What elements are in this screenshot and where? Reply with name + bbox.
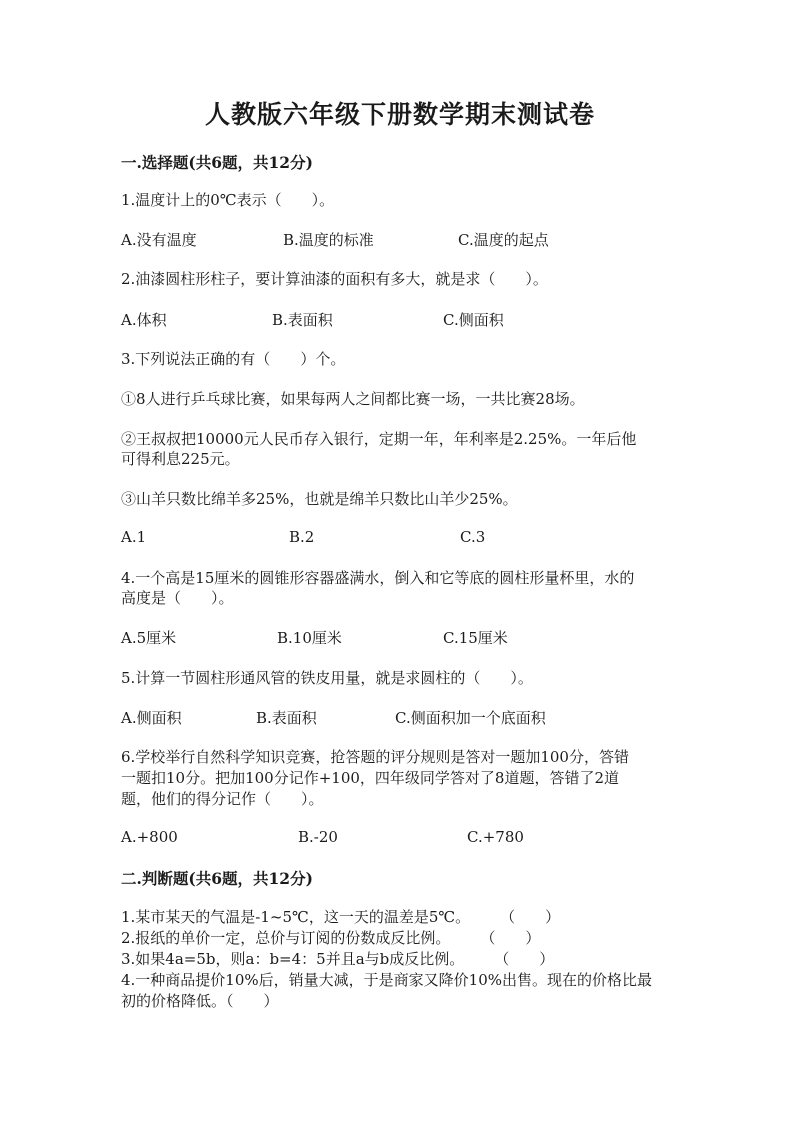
question-1-option-a: A.没有温度: [121, 231, 197, 249]
question-5-stem: 5.计算一节圆柱形通风管的铁皮用量，就是求圆柱的（ ）。: [121, 669, 533, 687]
question-4-option-c: C.15厘米: [443, 629, 508, 647]
question-2-option-b: B.表面积: [272, 311, 333, 329]
question-3-statement-2-line-1: ②王叔叔把10000元人民币存入银行，定期一年，年利率是2.25%。一年后他: [121, 430, 637, 448]
question-1-option-b: B.温度的标准: [283, 231, 374, 249]
question-3-stem: 3.下列说法正确的有（ ）个。: [121, 350, 346, 368]
judgement-item-4-line-2: 初的价格降低。（ ）: [121, 992, 279, 1010]
question-4-option-b: B.10厘米: [277, 629, 342, 647]
section-heading-judgement: 二.判断题(共6题，共12分): [121, 869, 313, 888]
question-5-option-c: C.侧面积加一个底面积: [395, 709, 546, 727]
question-2-option-a: A.体积: [121, 311, 167, 329]
question-6-option-b: B.-20: [298, 828, 338, 846]
question-1-option-c: C.温度的起点: [458, 231, 549, 249]
question-3-statement-2-line-2: 可得利息225元。: [121, 450, 240, 468]
question-5-option-a: A.侧面积: [121, 709, 182, 727]
question-3-option-c: C.3: [460, 528, 486, 546]
question-3-statement-1: ①8人进行乒乓球比赛，如果每两人之间都比赛一场，一共比赛28场。: [121, 390, 585, 408]
judgement-item-2: 2.报纸的单价一定，总价与订阅的份数成反比例。 （ ）: [121, 929, 541, 947]
judgement-item-3: 3.如果4a=5b，则a：b=4：5并且a与b成反比例。 （ ）: [121, 950, 555, 968]
question-4-stem-line-1: 4.一个高是15厘米的圆锥形容器盛满水，倒入和它等底的圆柱形量杯里，水的: [121, 569, 635, 587]
judgement-item-4-line-1: 4.一种商品提价10%后，销量大减，于是商家又降价10%出售。现在的价格比最: [121, 971, 652, 989]
section-heading-choice: 一.选择题(共6题，共12分): [121, 153, 313, 172]
question-3-option-b: B.2: [289, 528, 315, 546]
question-1-stem: 1.温度计上的0℃表示（ ）。: [121, 191, 335, 209]
question-5-option-b: B.表面积: [256, 709, 317, 727]
question-4-option-a: A.5厘米: [121, 629, 177, 647]
question-6-option-c: C.+780: [467, 828, 524, 846]
question-6-stem-line-1: 6.学校举行自然科学知识竞赛，抢答题的评分规则是答对一题加100分，答错: [121, 748, 629, 766]
question-6-option-a: A.+800: [121, 828, 178, 846]
question-3-option-a: A.1: [121, 528, 147, 546]
judgement-item-1: 1.某市某天的气温是-1~5℃，这一天的温差是5℃。 （ ）: [121, 908, 561, 926]
question-4-stem-line-2: 高度是（ ）。: [121, 589, 234, 607]
question-6-stem-line-2: 一题扣10分。把加100分记作+100，四年级同学答对了8道题，答错了2道: [121, 769, 620, 787]
question-2-stem: 2.油漆圆柱形柱子，要计算油漆的面积有多大，就是求（ ）。: [121, 270, 548, 288]
question-2-option-c: C.侧面积: [443, 311, 504, 329]
question-6-stem-line-3: 题，他们的得分记作（ ）。: [121, 790, 324, 808]
question-3-statement-3: ③山羊只数比绵羊多25%，也就是绵羊只数比山羊少25%。: [121, 490, 518, 508]
page-title: 人教版六年级下册数学期末测试卷: [204, 100, 595, 129]
